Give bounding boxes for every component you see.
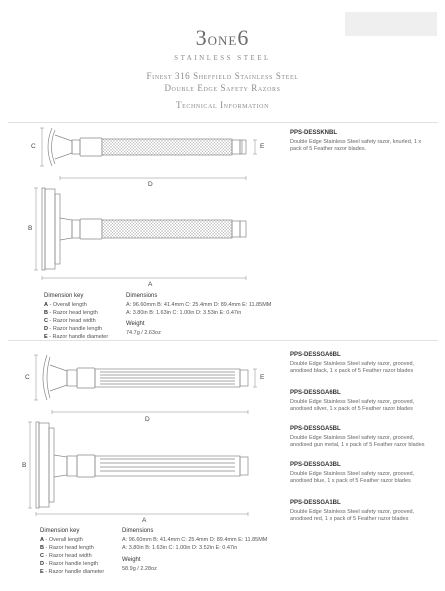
- headline-material: Finest 316 Sheffield Stainless Steel: [146, 71, 299, 81]
- brand-numeral-3: 3: [195, 25, 208, 50]
- s1-weight-title: Weight: [126, 321, 145, 327]
- s1-key-title: Dimension key: [44, 293, 84, 299]
- s2-product-3-desc: Double Edge Stainless Steel safety razor, grooved, anodised gun metal, 1 x pack of 5 Feather razor blades: [290, 435, 425, 448]
- s2-product-3-code: PPS-DESSGA5BL: [290, 426, 341, 432]
- s2-product-2-desc: Double Edge Stainless Steel safety razor, grooved, anodised silver, 1 x pack of 5 Feather razor blades: [290, 399, 415, 412]
- s2-key-c: C - Razor head width: [40, 553, 92, 559]
- s1-label-a: A: [148, 281, 153, 288]
- s2-weight-value: 58.9g / 2.28oz: [122, 566, 157, 572]
- razor2-dim-lines-side: [28, 422, 248, 516]
- headline-technical-info: Technical Information: [175, 100, 269, 110]
- s2-key-e: E - Razor handle diameter: [40, 569, 105, 575]
- s2-product-5-desc: Double Edge Stainless Steel safety razor, grooved, anodised red, 1 x pack of 5 Feather razor blades: [290, 509, 415, 522]
- s2-dims-metric: A: 96.60mm B: 41.4mm C: 25.4mm D: 89.4mm E: 11.85MM: [122, 537, 268, 543]
- s2-dims-imperial: A: 3.80in B: 1.63in C: 1.00in D: 3.52in E: 0.47in: [122, 545, 238, 551]
- razor2-dim-lines-top: [34, 355, 257, 414]
- s1-weight-value: 74.7g / 2.63oz: [126, 330, 161, 336]
- razor1-top-view: [48, 128, 246, 166]
- s2-label-c: C: [25, 374, 30, 381]
- razor2-side-view: [36, 422, 248, 508]
- brand-numeral-6: 6: [237, 25, 250, 50]
- s2-product-5-code: PPS-DESSGA1BL: [290, 500, 341, 506]
- razor1-side-view: [42, 188, 246, 270]
- s1-key-d: D - Razor handle length: [44, 326, 103, 332]
- s1-label-d: D: [148, 181, 153, 188]
- s2-product-1-desc: Double Edge Stainless Steel safety razor, grooved, anodised black, 1 x pack of 5 Feather razor blades: [290, 361, 415, 374]
- s1-product-desc: Double Edge Stainless Steel safety razor, knurled, 1 x pack of 5 Feather razor blades.: [290, 139, 422, 152]
- s2-label-a: A: [142, 517, 147, 524]
- s2-key-b: B - Razor head length: [40, 545, 94, 551]
- brand-tagline: STAINLESS STEEL: [174, 54, 271, 62]
- s1-key-a: A - Overall length: [44, 302, 87, 308]
- s2-key-d: D - Razor handle length: [40, 561, 99, 567]
- razor2-top-view: [43, 355, 248, 400]
- s2-label-b: B: [22, 462, 27, 469]
- s2-product-4-code: PPS-DESSGA3BL: [290, 462, 341, 468]
- s2-label-d: D: [145, 416, 150, 423]
- brand-word-one: ONE: [207, 33, 238, 48]
- s1-label-c: C: [31, 143, 36, 150]
- s2-label-e: E: [260, 374, 265, 381]
- s1-label-b: B: [28, 225, 33, 232]
- s1-key-b: B - Razor head length: [44, 310, 98, 316]
- s2-key-a: A - Overall length: [40, 537, 83, 543]
- s2-dims-title: Dimensions: [122, 528, 154, 534]
- s1-key-c: C - Razor head width: [44, 318, 96, 324]
- s1-dims-title: Dimensions: [126, 293, 158, 299]
- s2-weight-title: Weight: [122, 557, 141, 563]
- s1-dims-metric: A: 96.60mm B: 41.4mm C: 25.4mm D: 89.4mm E: 11.85MM: [126, 302, 272, 308]
- s1-dims-imperial: A: 3.80in B: 1.63in C: 1.00in D: 3.53in E: 0.47in: [126, 310, 242, 316]
- s2-key-title: Dimension key: [40, 528, 80, 534]
- s1-product-code: PPS-DESSKNBL: [290, 130, 338, 136]
- headline-product-type: Double Edge Safety Razors: [164, 83, 281, 93]
- s2-product-4-desc: Double Edge Stainless Steel safety razor, grooved, anodised blue, 1 x pack of 5 Feather razor blades: [290, 471, 415, 484]
- s1-label-e: E: [260, 143, 265, 150]
- s1-key-e: E - Razor handle diameter: [44, 334, 109, 340]
- s2-product-1-code: PPS-DESSGA6BL: [290, 352, 341, 358]
- s2-product-2-code: PPS-DESSGA6BL: [290, 390, 341, 396]
